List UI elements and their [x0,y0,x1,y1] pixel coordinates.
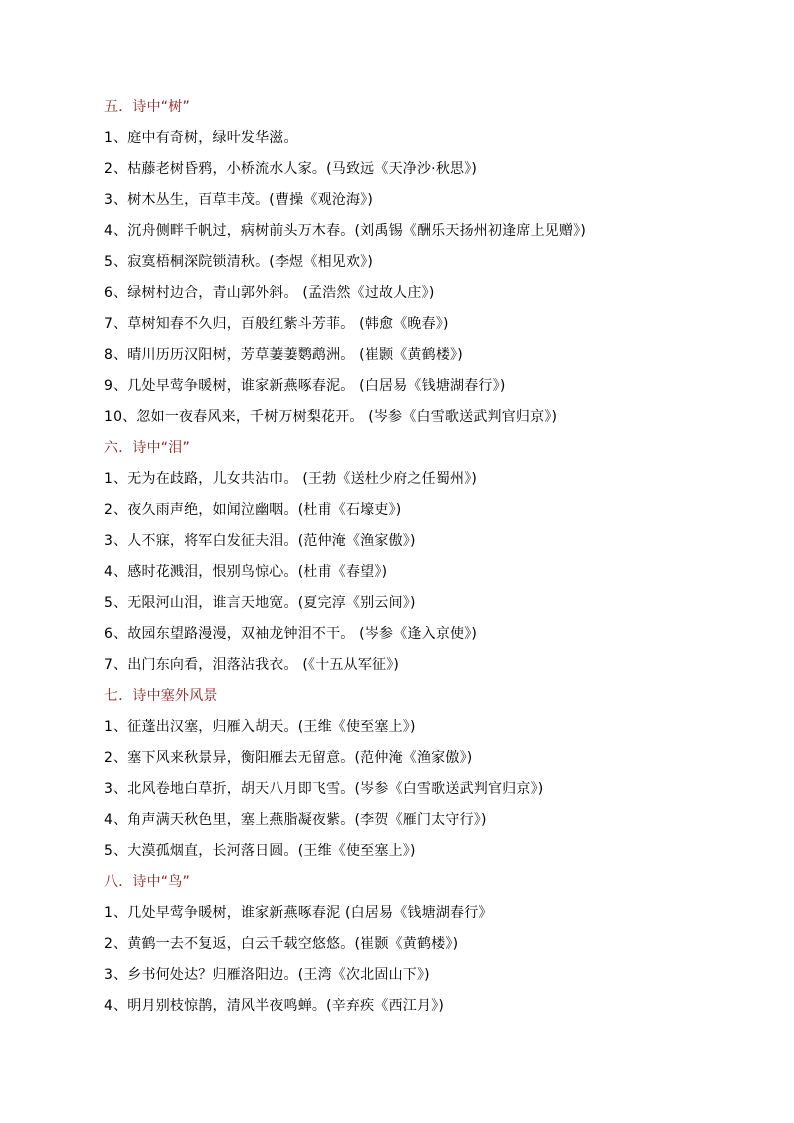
poem-line: 1、征蓬出汉塞，归雁入胡天。(王维《使至塞上》) [104,719,416,735]
poem-line: 3、北风卷地白草折，胡天八月即飞雪。(岑参《白雪歌送武判官归京》) [104,781,544,797]
poem-line: 9、几处早莺争暖树，谁家新燕啄春泥。 (白居易《钱塘湖春行》) [104,378,506,394]
poem-line: 1、几处早莺争暖树，谁家新燕啄春泥 (白居易《钱塘湖春行》 [104,905,493,921]
poem-line: 5、无限河山泪，谁言天地宽。(夏完淳《别云间》) [104,595,416,611]
poem-line: 10、忽如一夜春风来，千树万树梨花开。 (岑参《白雪歌送武判官归京》) [104,409,558,425]
poem-line: 8、晴川历历汉阳树，芳草萋萋鹦鹉洲。 (崔颢《黄鹤楼》) [104,347,463,363]
poem-line: 2、黄鹤一去不复返，白云千载空悠悠。(崔颢《黄鹤楼》) [104,936,459,952]
poem-line: 2、夜久雨声绝，如闻泣幽咽。(杜甫《石壕吏》) [104,502,402,518]
poem-line: 4、感时花溅泪，恨别鸟惊心。(杜甫《春望》) [104,564,388,580]
poem-line: 4、沉舟侧畔千帆过，病树前头万木春。(刘禹锡《酬乐天扬州初逢席上见赠》) [104,223,587,239]
section-heading-frontier: 七．诗中塞外风景 [104,688,218,704]
section-heading-birds: 八．诗中“鸟” [104,874,190,890]
poem-line: 6、故园东望路漫漫，双袖龙钟泪不干。 (岑参《逢入京使》) [104,626,478,642]
poem-line: 3、人不寐，将军白发征夫泪。(范仲淹《渔家傲》) [104,533,416,549]
poem-line: 2、枯藤老树昏鸦，小桥流水人家。(马致远《天净沙·秋思》) [104,161,478,177]
poem-line: 7、草树知春不久归，百般红紫斗芳菲。 (韩愈《晚春》) [104,316,449,332]
section-heading-tree: 五．诗中“树” [104,99,190,115]
poem-line: 2、塞下风来秋景异，衡阳雁去无留意。(范仲淹《渔家傲》) [104,750,473,766]
poem-line: 7、出门东向看，泪落沾我衣。 (《十五从军征》) [104,657,400,673]
poem-line: 3、乡书何处达？归雁洛阳边。(王湾《次北固山下》) [104,967,430,983]
poem-line: 1、庭中有奇树，绿叶发华滋。 [104,130,298,146]
document-content [104,92,744,1022]
poem-line: 5、大漠孤烟直，长河落日圆。(王维《使至塞上》) [104,843,416,859]
poem-line: 3、树木丛生，百草丰茂。(曹操《观沧海》) [104,192,374,208]
poem-line: 1、无为在歧路，儿女共沾巾。 (王勃《送杜少府之任蜀州》) [104,471,478,487]
poem-line: 4、明月别枝惊鹊，清风半夜鸣蝉。(辛弃疾《西江月》) [104,998,445,1014]
section-heading-tears: 六．诗中“泪” [104,440,190,456]
poem-line: 6、绿树村边合，青山郭外斜。 (孟浩然《过故人庄》) [104,285,435,301]
poem-line: 5、寂寞梧桐深院锁清秋。(李煜《相见欢》) [104,254,374,270]
poem-line: 4、角声满天秋色里，塞上燕脂凝夜紫。(李贺《雁门太守行》) [104,812,487,828]
